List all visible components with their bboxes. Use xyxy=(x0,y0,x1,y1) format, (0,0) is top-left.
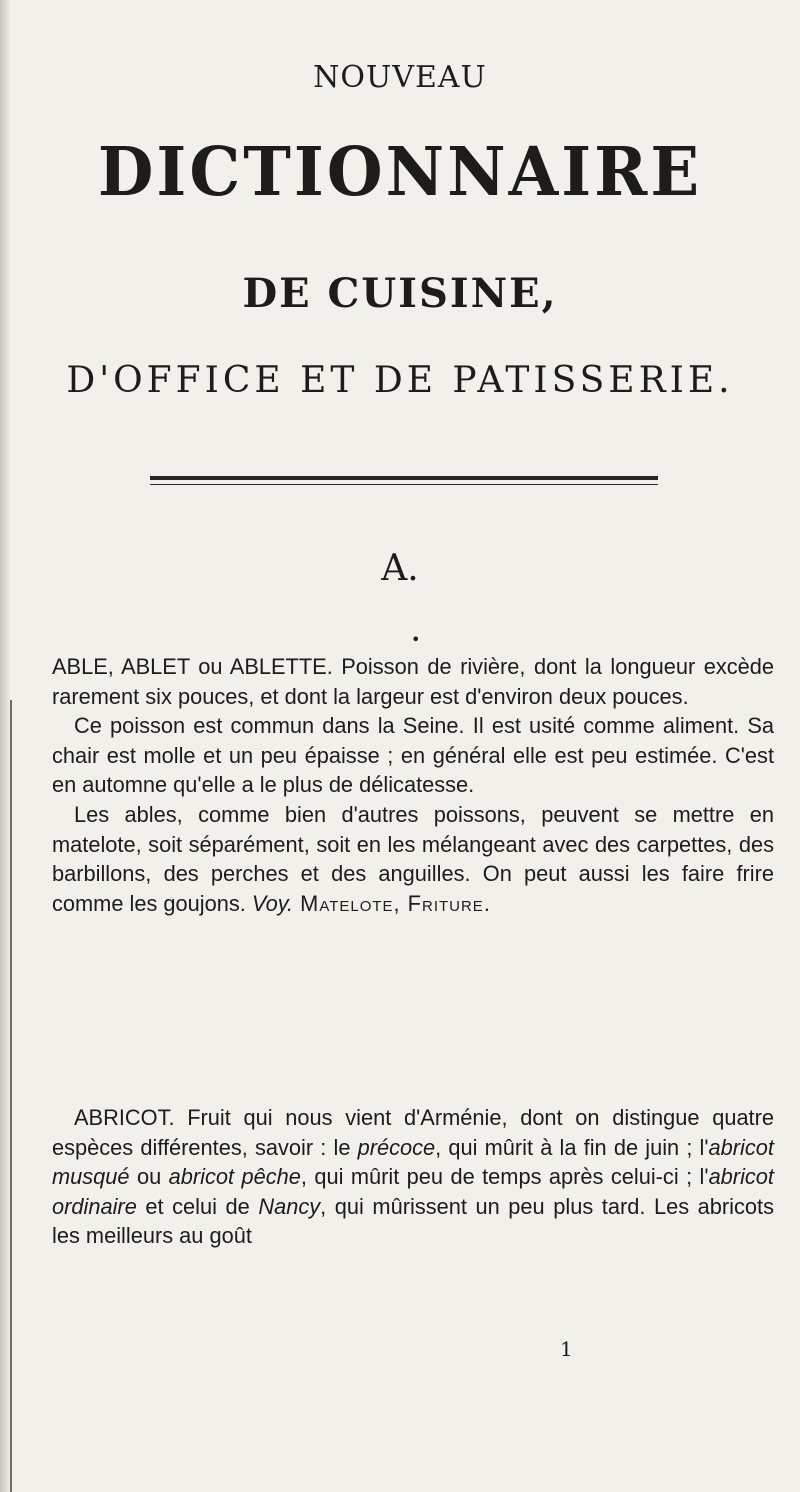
signature-mark: 1 xyxy=(560,1337,573,1361)
double-rule-thick xyxy=(150,476,658,480)
entry-abricot-variety-nancy: Nancy xyxy=(258,1193,321,1219)
title-line-dictionnaire: DICTIONNAIRE xyxy=(97,133,703,212)
entry-abricot-variety-musque: abricot musqué xyxy=(52,1134,774,1190)
entry-able-para3-text: Les ables, comme bien d'autres poissons, peuvent se mettre en matelote, soit séparément, soit en les mélangeant avec des carpettes, des barbillons, des perches et des anguilles. On peut aussi les faire frire comme les goujons. xyxy=(52,801,774,916)
entry-able xyxy=(52,652,774,918)
entry-abricot-headword: ABRICOT. xyxy=(74,1105,175,1130)
entry-abricot-text-5: et celui de xyxy=(136,1193,259,1219)
title-line-cuisine: DE CUISINE, xyxy=(242,270,558,317)
title-line-office: D'OFFICE ET DE PATISSERIE. xyxy=(66,360,734,401)
entry-able-paragraph-2: Ce poisson est commun dans la Seine. Il est usité comme aliment. Sa chair est molle et un peu épaisse ; en général elle est peu estimée. C'est en automne qu'elle a le plus de délicatesse. xyxy=(52,713,774,798)
entry-able-definition xyxy=(52,652,774,711)
entry-abricot xyxy=(52,1103,774,1251)
page-edge-line xyxy=(10,700,12,1492)
ornament-mark: • xyxy=(411,630,421,649)
title-line-nouveau: NOUVEAU xyxy=(313,60,487,95)
entry-abricot-variety-precoce: précoce xyxy=(357,1134,436,1160)
entry-abricot-text-4: , qui mûrit peu de temps après celui-ci ; l' xyxy=(300,1164,709,1190)
section-letter: A. xyxy=(381,548,419,589)
entry-able-paragraph-3 xyxy=(52,800,774,918)
entry-abricot-variety-peche: abricot pêche xyxy=(168,1164,301,1190)
entry-abricot-text-6: , qui mûrissent un peu plus tard. Les abricots les meilleurs au goût xyxy=(52,1193,774,1249)
entry-abricot-text-1: Fruit qui nous vient d'Arménie, dont on distingue quatre espèces différentes, savoir : le xyxy=(52,1105,774,1160)
entry-abricot-text-3: ou xyxy=(129,1164,169,1190)
entry-abricot-variety-ordinaire: abricot ordinaire xyxy=(52,1164,774,1219)
double-rule-thin xyxy=(150,484,658,485)
entry-abricot-paragraph xyxy=(52,1103,774,1251)
entry-able-definition-text: Poisson de rivière, dont la longueur excède rarement six pouces, et dont la largeur est d'environ deux pouces. xyxy=(52,654,774,709)
entry-able-headword: ABLE, ABLET ou ABLETTE. xyxy=(52,654,333,679)
entry-able-cross-reference: Matelote, Friture. xyxy=(293,890,491,916)
entry-abricot-text-2: , qui mûrit à la fin de juin ; l' xyxy=(435,1134,709,1160)
entry-able-voy: Voy. xyxy=(251,890,294,916)
page-edge-shadow xyxy=(0,0,10,1492)
